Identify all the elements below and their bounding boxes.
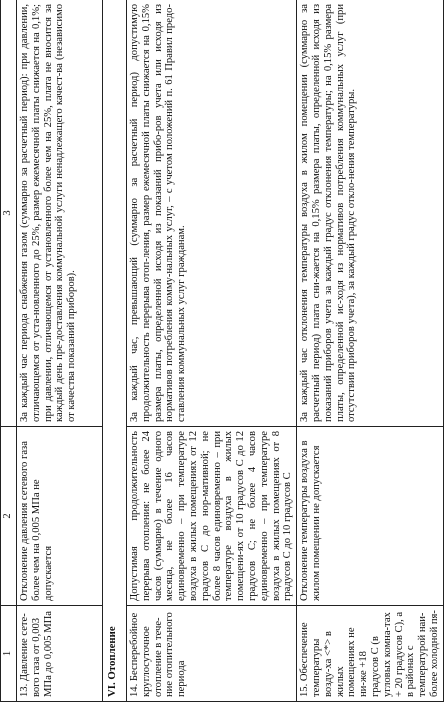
payment-reduction-cell: За каждый час, превышающий (суммарно за расчетный период) допустимую продолжительность перерыва отоп-ления, размер ежемесячной платы снижается на 0,15% размера платы, определенной исходя из показаний прибо-ров учета или исходя из нормативов потребления комму-нальных услуг, – с учетом положений п. 61 Правил предо-ставления коммунальных услуг гражданам. xyxy=(127,0,297,427)
table-row xyxy=(17,0,103,702)
tolerance-cell: Отклонение температуры воздуха в жилом помещении не допускается xyxy=(297,427,444,606)
payment-reduction-cell: За каждый час периода снабжения газом (суммарно за расчетный период): при давлении, отличающемся от уста-новленного до 25%, размер ежемесячной платы снижается на 0,1%; при давлении, отличающемся от установленного более чем на 25%, плата не вносится за каждый день пре-доставления коммунальной услуги ненадлежащего качест-ва (независимо от качества показаний приборов). xyxy=(17,0,103,427)
table-row xyxy=(297,0,444,702)
column-number-2: 2 xyxy=(1,427,17,606)
column-number-row xyxy=(1,0,17,702)
parameter-cell: 13. Давление сете-вого газа от 0,003 МПа до 0,005 МПа xyxy=(17,606,103,702)
tolerance-cell: Допустимая продолжительность перерыва отопления: не более 24 часов (суммарно) в течение одного месяца, не более 16 часов единовременно – при температуре воздуха в жилых помещениях от 12 градусов C до нор-мативной; не более 8 часов единовременно – при температуре воздуха в жилых помещени-ях от 10 градусов C до 12 градусов C; не более 4 часов единовременно – при температуре воздуха в жилых помещениях от 8 градусов C до 10 градусов C xyxy=(127,427,297,606)
column-number-1: 1 xyxy=(1,606,17,702)
parameter-cell: 15. Обеспечение температуры возду-ха <*> в жилых помещениях не ни-же +18 градусов C (в угловых комна-тах + 20 градусов C), а в районах с температурой наи-более холодной пя- xyxy=(297,606,444,702)
table-row xyxy=(127,0,297,702)
parameter-cell: 14. Бесперебойное круглосуточное отопление в тече-ние отопительного периода xyxy=(127,606,297,702)
payment-reduction-cell: За каждый час отклонения температуры воздуха в жилом помещении (суммарно за расчетный период) плата сни-жается на 0,15% размера платы, определенной исходя из показаний приборов учета за каждый градус отклонения температуры; на 0,15% размера платы, определенной ис-ходя из нормативов потребления коммунальных услуг (при отсутствии приборов учета), за каждый градус откло-нения температуры. xyxy=(297,0,444,427)
section-row xyxy=(103,0,127,702)
tolerance-cell: Отклонение давления сетевого газа более чем на 0,005 МПа не допускается xyxy=(17,427,103,606)
column-number-3: 3 xyxy=(1,0,17,427)
section-heading: VI. Отопление xyxy=(103,0,127,702)
